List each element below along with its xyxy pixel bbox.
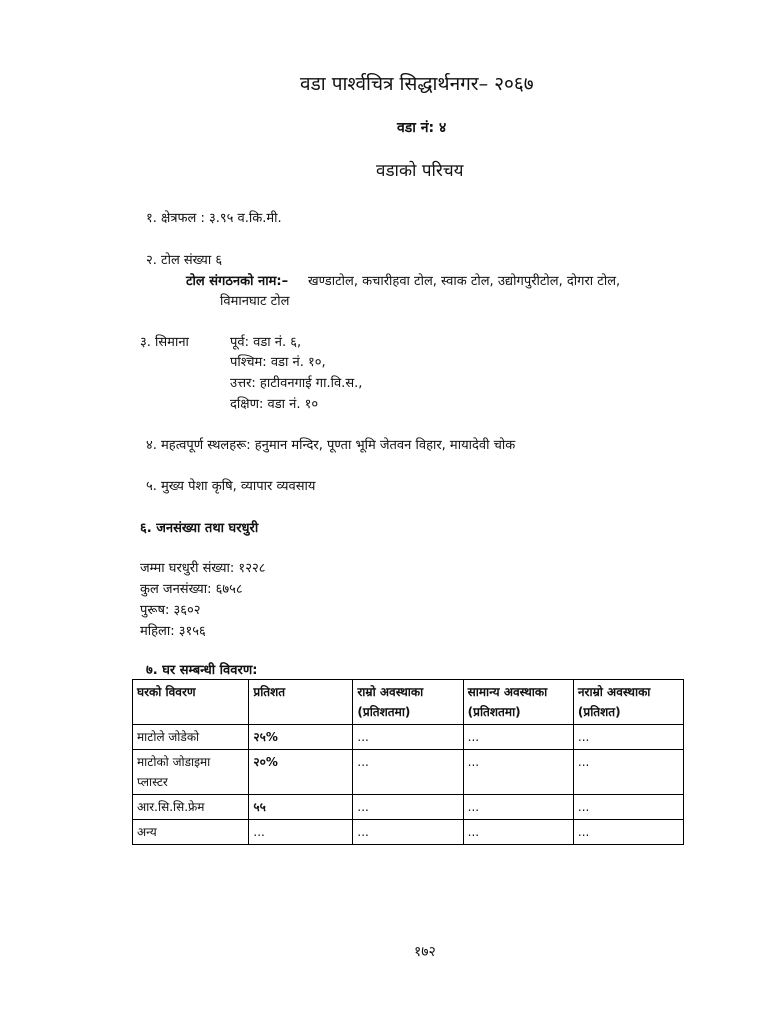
boundary-south: दक्षिण: वडा नं. १० <box>230 397 319 412</box>
table-row <box>133 725 684 750</box>
row-normal: ... <box>463 725 573 750</box>
row-good: ... <box>353 725 463 750</box>
row-percent: ... <box>249 820 353 845</box>
row-good: ... <box>353 820 463 845</box>
row-house-type: आर.सि.सि.फ्रेम <box>133 795 249 820</box>
row-good: ... <box>353 750 463 795</box>
row-normal: ... <box>463 795 573 820</box>
female-population: महिला: ३१५६ <box>140 624 206 639</box>
row-percent: ५५ <box>249 795 353 820</box>
row-percent: २०% <box>249 750 353 795</box>
row-percent: २५% <box>249 725 353 750</box>
header-good-condition: राम्रो अवस्थाका (प्रतिशतमा) <box>353 680 463 725</box>
male-population: पुरूष: ३६०२ <box>140 603 201 618</box>
boundary-north: उत्तर: हाटीवनगाई गा.वि.स., <box>230 376 363 391</box>
section-heading: वडाको परिचय <box>376 161 464 181</box>
header-house-type: घरको विवरण <box>133 680 249 725</box>
row-normal: ... <box>463 750 573 795</box>
boundary-west: पश्चिम: वडा नं. १०, <box>230 355 326 370</box>
row-house-type: माटोले जोडेको <box>133 725 249 750</box>
row-bad: ... <box>573 725 683 750</box>
row-good: ... <box>353 795 463 820</box>
boundary-east: पूर्व: वडा नं. ६, <box>230 335 302 350</box>
tole-org-names-line1: खण्डाटोल, कचारीहवा टोल, स्वाक टोल, उद्योगपुरीटोल, दोगरा टोल, <box>308 274 621 289</box>
tole-org-label: टोल संगठनको नाम:– <box>186 274 289 289</box>
boundary-label: ३. सिमाना <box>140 335 189 350</box>
row-house-type: माटोको जोडाइमा प्लास्टर <box>133 750 249 795</box>
table-row <box>133 795 684 820</box>
row-house-type: अन्य <box>133 820 249 845</box>
households-count: जम्मा घरधुरी संख्या: १२२८ <box>140 561 266 576</box>
house-details-heading: ७. घर सम्बन्धी विवरण: <box>146 663 258 678</box>
table-row <box>133 820 684 845</box>
page-title: वडा पार्श्वचित्र सिद्धार्थनगर– २०६७ <box>300 73 534 95</box>
total-population: कुल जनसंख्या: ६७५८ <box>140 582 243 597</box>
header-normal-condition: सामान्य अवस्थाका (प्रतिशतमा) <box>463 680 573 725</box>
header-percent: प्रतिशत <box>249 680 353 725</box>
important-places-item: ४. महत्वपूर्ण स्थलहरू: हनुमान मन्दिर, पूण्ता भूमि जेतवन विहार, मायादेवी चोक <box>146 438 516 453</box>
area-item: १. क्षेत्रफल : ३.९५ व.कि.मी. <box>146 211 282 226</box>
tole-count-item: २. टोल संख्या ६ <box>146 253 223 268</box>
page-number: १७२ <box>414 944 436 960</box>
table-row <box>133 750 684 795</box>
header-bad-condition: नराम्रो अवस्थाका (प्रतिशत) <box>573 680 683 725</box>
house-details-table <box>132 679 684 845</box>
row-bad: ... <box>573 750 683 795</box>
ward-number: वडा नं: ४ <box>397 120 447 136</box>
population-heading: ६. जनसंख्या तथा घरधुरी <box>140 521 259 536</box>
tole-org-names-line2: विमानघाट टोल <box>220 294 290 309</box>
row-bad: ... <box>573 795 683 820</box>
table-header-row <box>133 680 684 725</box>
main-occupation-item: ५. मुख्य पेशा कृषि, व्यापार व्यवसाय <box>146 479 316 494</box>
row-bad: ... <box>573 820 683 845</box>
row-normal: ... <box>463 820 573 845</box>
